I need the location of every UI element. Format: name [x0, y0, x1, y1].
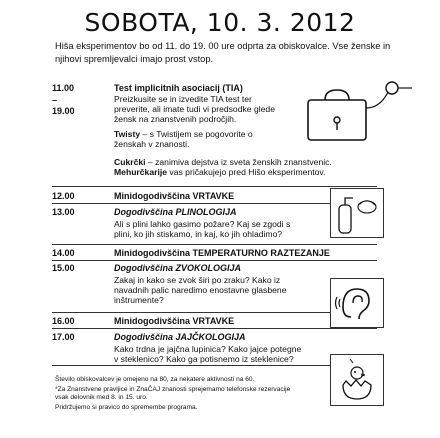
event-desc-line: Zakaj in kako se zvok širi po zraku? Kako iz — [114, 275, 281, 285]
sub-item-text: vas pričakujejo pred Hišo eksperimentov. — [167, 167, 326, 177]
event-desc-line: navadnih palic naredimo enostavne glasbene — [114, 285, 287, 295]
event-title: Dogodivščina ZVOKOLOGIJA — [114, 263, 242, 273]
intro-text — [55, 40, 415, 65]
event-time: 11.00 – 19.00 — [52, 83, 75, 116]
suitcase-icon — [300, 78, 420, 153]
intro-line-1: Hiša eksperimentov bo od 11. do 19. 00 ure odprta za obiskovalce. Vse ženske in — [55, 41, 391, 51]
sub-item-text: – zanimiva dejstva iz sveta ženskih znanstvenic. — [145, 157, 332, 167]
event-desc-line: žensk na znanstvenih področjih. — [114, 114, 237, 124]
divider — [52, 260, 377, 261]
event-time: 14.00 — [52, 248, 75, 258]
sub-item-mehurckarije — [114, 167, 325, 177]
event-time: 12.00 — [52, 191, 75, 201]
egg-icon — [330, 354, 384, 406]
sub-item-name: Twisty — [114, 129, 141, 139]
event-time: 17.00 — [52, 332, 75, 342]
event-title: Dogodivščina JAJČKOLOGIJA — [114, 332, 246, 342]
divider — [52, 244, 377, 245]
event-desc-line: inštrumente? — [114, 295, 164, 305]
sub-item-twisty — [114, 129, 253, 139]
sub-item-name: Mehurčkarije — [114, 167, 168, 177]
footnote: Pridržujemo si pravico do spremembe programa. — [55, 404, 198, 411]
event-title: Minidogodivščina VRTAVKE — [114, 316, 235, 326]
footnote: *Za Znanstvene pravljice in ZnaČAJ znanosti sprejemamo telefonske rezervacije — [55, 386, 291, 393]
sub-item-cukrcki — [114, 157, 332, 167]
event-title: Dogodivščina PLINOLOGIJA — [114, 207, 237, 217]
divider — [52, 203, 330, 204]
divider — [52, 328, 377, 329]
event-desc-line: Ali s plini lahko gasimo požare? Kaj se zgodi s — [114, 219, 291, 229]
divider — [52, 365, 330, 366]
ear-icon — [330, 278, 384, 328]
event-title: Minidogodivščina VRTAVKE — [114, 191, 235, 201]
sub-item-twisty-line2: ženskah v znanosti. — [114, 139, 190, 149]
footnote: Število obiskovalcev je omejeno na 80, za nekatere aktivnosti na 60. — [55, 376, 255, 383]
sub-item-name: Cukrčki — [114, 157, 146, 167]
event-title: Test implicitnih asociacij (TIA) — [114, 83, 243, 93]
event-desc-line: Preizkusite se in izvedite TIA test ter — [114, 94, 252, 104]
gas-cylinder-icon — [330, 188, 384, 238]
event-desc-line: plini, ko jih stiskamo, in kaj, ko jih ohladimo? — [114, 229, 283, 239]
divider — [52, 186, 377, 187]
page-title: SOBOTA, 10. 3. 2012 — [84, 8, 356, 37]
divider — [52, 312, 330, 313]
event-desc-line: Kako trdna je jajčna lupinica? Kako jajce potegne — [114, 344, 302, 354]
event-title: Minidogodivščina TEMPERATURNO RAZTEZANJE — [114, 248, 330, 258]
event-time: 15.00 — [52, 263, 75, 273]
footnote: vsak delovnik med 8. in 15. uro. — [55, 394, 148, 401]
sub-item-text: – s Twistijem se pogovorite o — [140, 129, 253, 139]
event-time: 13.00 — [52, 207, 75, 217]
event-desc-line: preverite, ali imate tudi vi predsodke glede — [114, 104, 275, 114]
intro-line-2: njihovi spremljevalci imajo prost vstop. — [55, 53, 214, 64]
event-desc-line: v steklenico? Kako ga potisnemo iz steklenice? — [114, 354, 294, 364]
event-time: 16.00 — [52, 316, 75, 326]
